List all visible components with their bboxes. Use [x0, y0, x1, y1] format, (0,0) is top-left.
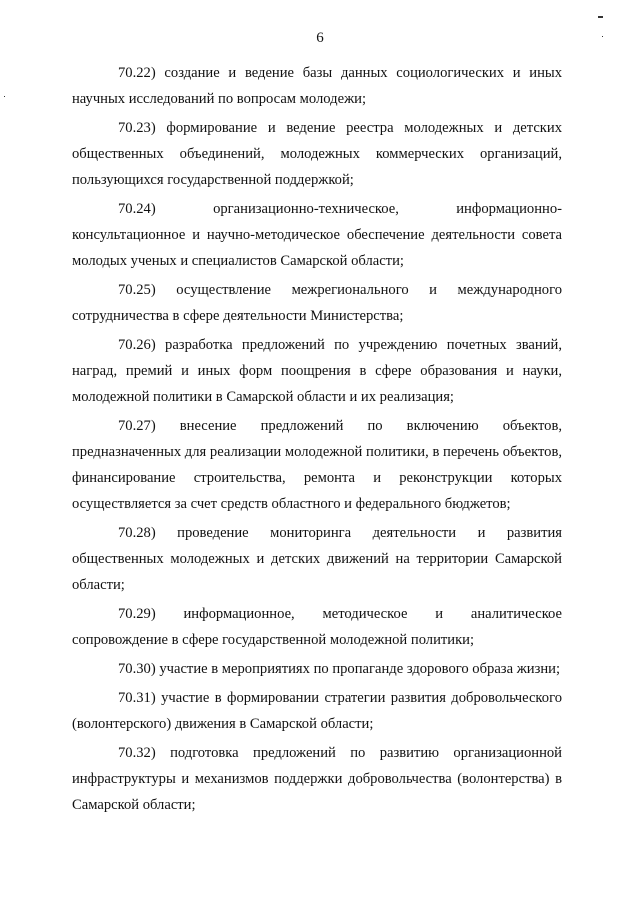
- scan-artifact: [4, 96, 5, 97]
- paragraph-70-29: 70.29) информационное, методическое и аналитическое сопровождение в сфере государственной молодежной политики;: [72, 606, 562, 648]
- paragraph-70-32: 70.32) подготовка предложений по развитию организационной инфраструктуры и механизмов поддержки добровольчества (волонтерства) в Самарской области;: [72, 745, 562, 813]
- paragraph-70-28: 70.28) проведение мониторинга деятельности и развития общественных молодежных и детских движений на территории Самарской области;: [72, 525, 562, 593]
- paragraph-70-25: 70.25) осуществление межрегионального и международного сотрудничества в сфере деятельности Министерства;: [72, 282, 562, 324]
- paragraph-70-31: 70.31) участие в формировании стратегии развития добровольческого (волонтерского) движения в Самарской области;: [72, 690, 562, 732]
- scan-artifact: [598, 16, 603, 18]
- paragraph-70-23: 70.23) формирование и ведение реестра молодежных и детских общественных объединений, молодежных коммерческих организаций, пользующихся государственной поддержкой;: [72, 120, 562, 188]
- page-number: 6: [316, 30, 324, 46]
- paragraph-70-27: 70.27) внесение предложений по включению объектов, предназначенных для реализации молодежной политики, в перечень объектов, финансирование строительства, ремонта и реконструкции которых осуществляется за счет средств областного и федерального бюджетов;: [72, 418, 562, 512]
- paragraph-70-26: 70.26) разработка предложений по учреждению почетных званий, наград, премий и иных форм поощрения в сфере образования и науки, молодежной политики в Самарской области и их реализация;: [72, 337, 562, 405]
- paragraph-70-22: 70.22) создание и ведение базы данных социологических и иных научных исследований по вопросам молодежи;: [72, 65, 562, 107]
- document-body: [72, 60, 562, 818]
- paragraph-70-24: 70.24) организационно-техническое, информационно-консультационное и научно-методическое обеспечение деятельности совета молодых ученых и специалистов Самарской области;: [72, 201, 562, 269]
- paragraph-70-30: 70.30) участие в мероприятиях по пропаганде здорового образа жизни;: [118, 661, 561, 677]
